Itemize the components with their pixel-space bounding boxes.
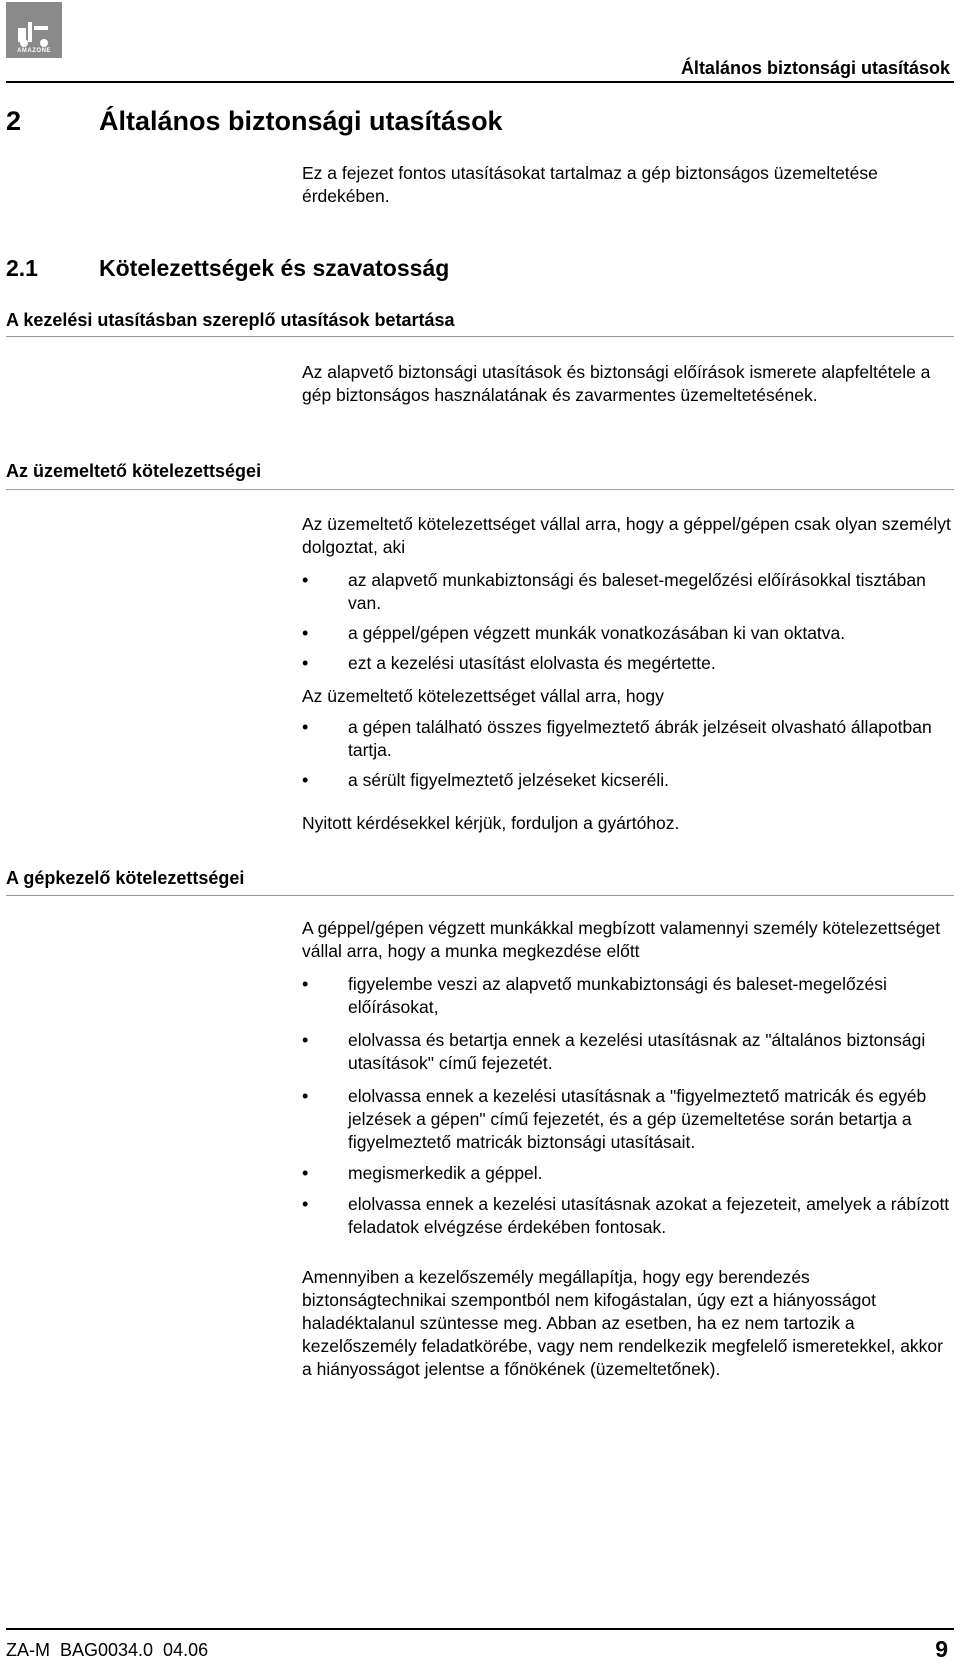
block3-list [302,973,952,1239]
block2-closing: Nyitott kérdésekkel kérjük, forduljon a gyártóhoz. [302,813,680,833]
list-item: • elolvassa ennek a kezelési utasításnak a "figyelmeztető matricák és egyéb jelzések a gépen" című fejezetét, és a gép üzemeltetése során betartja a figyelmeztető matricák biztonsági utasításait. [302,1085,952,1154]
list-item: • figyelembe veszi az alapvető munkabiztonsági és baleset-megelőzési előírásokat, [302,973,952,1019]
chapter-title: Általános biztonsági utasítások [99,106,503,136]
list-item: • az alapvető munkabiztonsági és baleset-megelőzési előírásokkal tisztában van. [302,569,952,615]
block2-intro2: Az üzemeltető kötelezettséget vállal arra, hogy [302,686,664,706]
running-header-title: Általános biztonsági utasítások [680,58,950,78]
block3-intro: A géppel/gépen végzett munkákkal megbízott valamennyi személy kötelezettséget vállal arra, hogy a munka megkezdése előtt [302,918,941,961]
block1-separator [6,336,954,337]
block2-separator [6,489,954,490]
chapter-heading [6,106,503,137]
block2-body [302,513,952,835]
block3-closing: Amennyiben a kezelőszemély megállapítja, hogy egy berendezés biztonságtechnikai szempontból nem kifogástalan, úgy ezt a hiányosságot haladéktalanul szüntesse meg. Abban az esetben, ha ez nem tartozik a kezelőszemély feladatkörébe, vagy nem rendelkezik megfelelő ismeretekkel, akkor a hiányosságot jelentse a főnökének (üzemeltetőnek). [302,1267,943,1379]
block2-list2 [302,716,952,792]
footer-rule [6,1628,954,1630]
footer-doc-id: ZA-M BAG0034.0 04.06 [6,1640,209,1660]
block3-heading: A gépkezelő kötelezettségei [6,868,245,888]
tractor-logo-icon [14,18,54,48]
block3-separator [6,895,954,896]
block1-heading: A kezelési utasításban szereplő utasítások betartása [6,310,455,330]
list-item: • a gépen található összes figyelmeztető ábrák jelzéseit olvasható állapotban tartja. [302,716,952,762]
chapter-intro: Ez a fejezet fontos utasításokat tartalmaz a gép biztonságos üzemeltetése érdekében. [302,163,878,206]
list-item: • ezt a kezelési utasítást elolvasta és megértette. [302,652,952,675]
chapter-number: 2 [6,106,22,136]
list-item: • megismerkedik a géppel. [302,1162,952,1185]
header-rule [6,81,954,83]
block2-heading: Az üzemeltető kötelezettségei [6,461,262,481]
logo-wordmark: AMAZONE [17,48,51,54]
list-item: • a sérült figyelmeztető jelzéseket kicseréli. [302,769,952,792]
section-heading [6,255,449,282]
block2-intro1: Az üzemeltető kötelezettséget vállal arra, hogy a géppel/gépen csak olyan személyt dolgoztat, aki [302,514,951,557]
amazone-logo [6,2,62,58]
block3-body [302,917,952,1381]
list-item: • elolvassa és betartja ennek a kezelési utasításnak az "általános biztonsági utasítások" című fejezetét. [302,1029,952,1075]
page-number: 9 [935,1636,948,1662]
section-number: 2.1 [6,255,38,281]
section-title: Kötelezettségek és szavatosság [99,255,450,281]
list-item: • elolvassa ennek a kezelési utasításnak azokat a fejezeteit, amelyek a rábízott feladatok elvégzése érdekében fontosak. [302,1193,952,1239]
block2-list1 [302,569,952,675]
list-item: • a géppel/gépen végzett munkák vonatkozásában ki van oktatva. [302,622,952,645]
block1-text: Az alapvető biztonsági utasítások és biztonsági előírások ismerete alapfeltétele a gép biztonságos használatának és zavarmentes üzemeltetésének. [302,362,931,405]
